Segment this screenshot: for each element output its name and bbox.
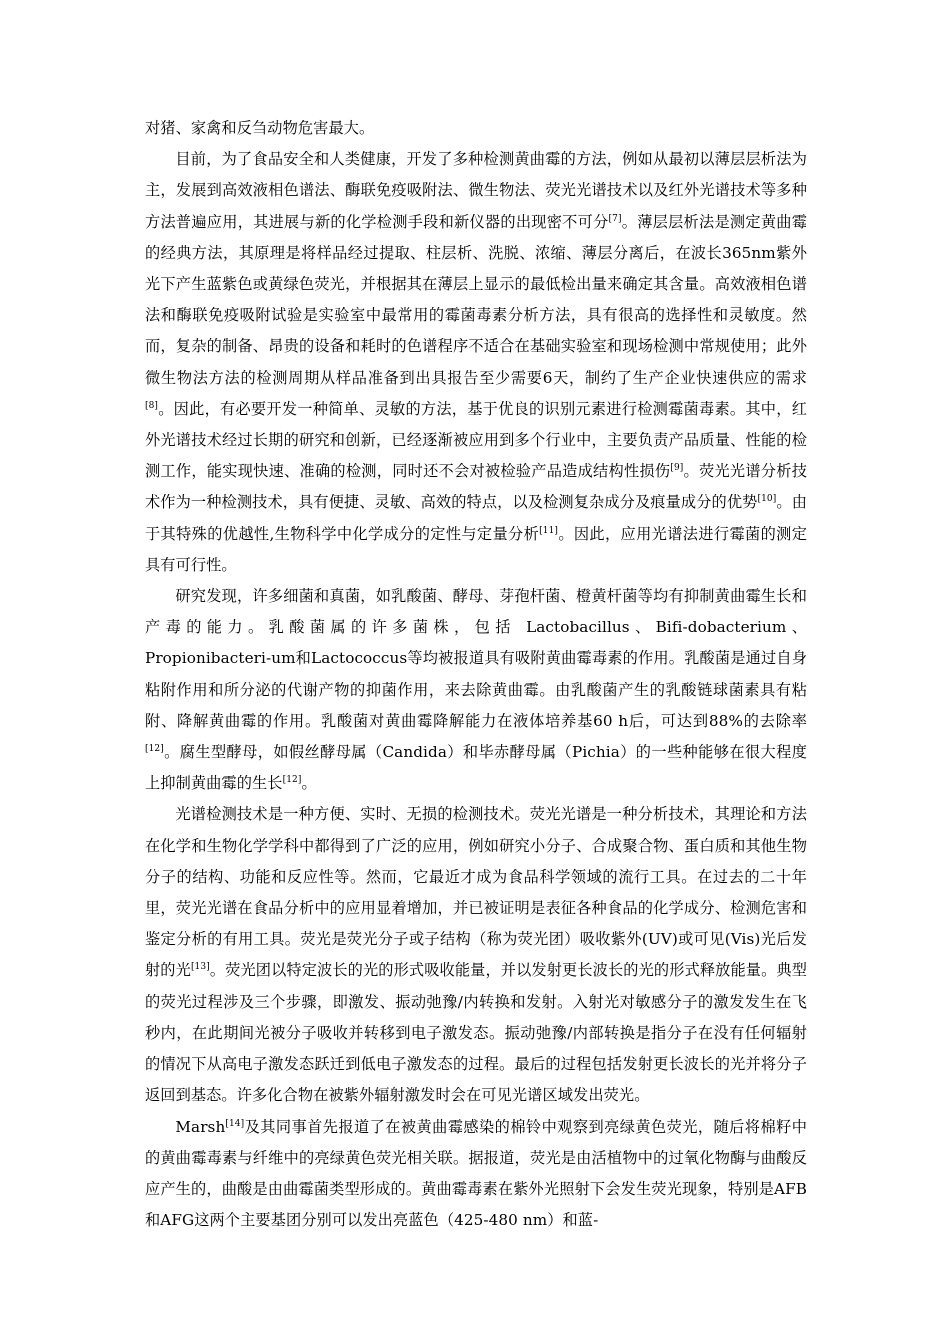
citation-marker: [11] <box>539 525 559 536</box>
text-run: 目前，为了食品安全和人类健康，开发了多种检测黄曲霉的方法，例如从最初以薄层层析法为主，发展到高效液相色谱法、酶联免疫吸附法、微生物法、荧光光谱技术以及红外光谱技术等多种方法普遍应用，其进展与新的化学检测手段和新仪器的出现密不可分 <box>145 150 807 231</box>
text-run: 对猪、家禽和反刍动物危害最大。 <box>145 119 375 137</box>
text-run: 。由于其特殊的优越性,生物科学中化学成分的定性与定量分析 <box>145 493 808 543</box>
paragraph-5 <box>145 1112 807 1237</box>
citation-marker: [14] <box>225 1118 245 1129</box>
citation-marker: [10] <box>757 494 777 505</box>
text-run: 。因此，有必要开发一种简单、灵敏的方法，基于优良的识别元素进行检测霉菌毒素。其中，红外光谱技术经过长期的研究和创新，已经逐渐被应用到多个行业中，主要负责产品质量、性能的检测工作，能实现快速、准确的检测，同时还不会对被检验产品造成结构性损伤 <box>145 399 807 481</box>
text-run: 。 <box>301 774 317 793</box>
text-run: 。荧光团以特定波长的光的形式吸收能量，并以发射更长波长的光的形式释放能量。典型的荧光过程涉及三个步骤，即激发、振动弛豫/内转换和发射。入射光对敏感分子的激发发生在飞秒内，在此期间光被分子吸收并转移到电子激发态。振动弛豫/内部转换是指分子在没有任何辐射的情况下从高电子激发态跃迁到低电子激发态的过程。最后的过程包括发射更长波长的光并将分子返回到基态。许多化合物在被紫外辐射激发时会在可见光谱区域发出荧光。 <box>145 961 807 1105</box>
paragraph-4 <box>145 799 807 1111</box>
paragraph-3 <box>145 581 807 799</box>
text-run: 。腐生型酵母，如假丝酵母属（Candida）和毕赤酵母属（Pichia）的一些种能够在很大程度上抑制黄曲霉的生长 <box>145 743 807 793</box>
text-run: 及其同事首先报道了在被黄曲霉感染的棉铃中观察到亮绿黄色荧光，随后将棉籽中的黄曲霉毒素与纤维中的亮绿黄色荧光相关联。据报道，荧光是由活植物中的过氧化物酶与曲酸反应产生的，曲酸是由曲霉菌类型形成的。黄曲霉毒素在紫外光照射下会发生荧光现象，特别是AFB和AFG这两个主要基团分别可以发出亮蓝色（425-480 nm）和蓝- <box>145 1117 807 1230</box>
citation-marker: [7] <box>608 213 622 224</box>
citation-marker: [12] <box>282 775 302 786</box>
paragraph-1 <box>145 113 807 144</box>
paragraph-2 <box>145 144 807 581</box>
text-run: 。因此，应用光谱法进行霉菌的测定具有可行性。 <box>145 524 807 574</box>
text-run: 研究发现，许多细菌和真菌，如乳酸菌、酵母、芽孢杆菌、橙黄杆菌等均有抑制黄曲霉生长和产毒的能力。乳酸菌属的许多菌株，包括 Lactobacillus、Bifi-dobacterium、Propionibacteri-um和Lactococcus等均被报道具有吸附黄曲霉毒素的作用。乳酸菌是通过自身粘附作用和所分泌的代谢产物的抑菌作用，来去除黄曲霉。由乳酸菌产生的乳酸链球菌素具有粘附、降解黄曲霉的作用。乳酸菌对黄曲霉降解能力在液体培养基60 h后，可达到88%的去除率 <box>145 587 807 730</box>
citation-marker: [13] <box>190 962 210 973</box>
text-run: 。薄层层析法是测定黄曲霉的经典方法，其原理是将样品经过提取、柱层析、洗脱、浓缩、薄层分离后，在波长365nm紫外光下产生蓝紫色或黄绿色荧光，并根据其在薄层上显示的最低检出量来确定其含量。高效液相色谱法和酶联免疫吸附试验是实验室中最常用的霉菌毒素分析方法，具有很高的选择性和灵敏度。然而，复杂的制备、昂贵的设备和耗时的色谱程序不适合在基础实验室和现场检测中常规使用；此外微生物法方法的检测周期从样品准备到出具报告至少需要6天，制约了生产企业快速供应的需求 <box>145 212 808 387</box>
document-body <box>145 113 807 1236</box>
citation-marker: [12] <box>145 744 164 754</box>
text-run: Marsh <box>175 1117 226 1136</box>
citation-marker: [8] <box>145 400 159 411</box>
text-run: 。荧光光谱分析技术作为一种检测技术，具有便捷、灵敏、高效的特点，以及检测复杂成分及痕量成分的优势 <box>145 462 807 512</box>
text-run: 光谱检测技术是一种方便、实时、无损的检测技术。荧光光谱是一种分析技术，其理论和方法在化学和生物化学学科中都得到了广泛的应用，例如研究小分子、合成聚合物、蛋白质和其他生物分子的结构、功能和反应性等。然而，它最近才成为食品科学领域的流行工具。在过去的二十年里，荧光光谱在食品分析中的应用显着增加，并已被证明是表征各种食品的化学成分、检测危害和鉴定分析的有用工具。荧光是荧光分子或子结构（称为荧光团）吸收紫外(UV)或可见(Vis)光后发射的光 <box>145 805 807 980</box>
citation-marker: [9] <box>670 463 684 474</box>
